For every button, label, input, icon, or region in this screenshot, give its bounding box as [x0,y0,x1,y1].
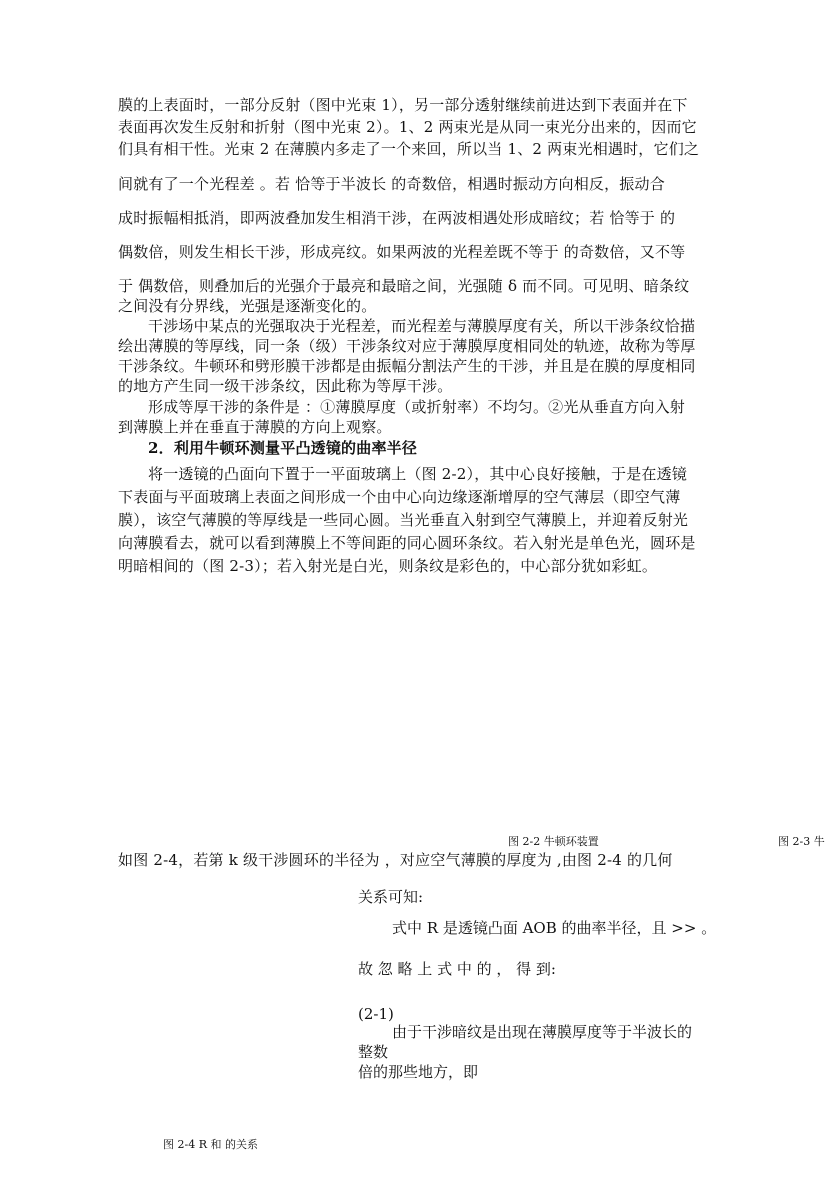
equation-number: (2-1) [358,1005,394,1023]
text-line: 倍的那些地方，即 [358,1063,479,1081]
text-line: 们具有相干性。光束 2 在薄膜内多走了一个来回，所以当 1、2 两束光相遇时，它们之 [118,140,700,158]
text-line: 干涉条纹。牛顿环和劈形膜干涉都是由振幅分割法产生的干涉，并且是在膜的厚度相同 [118,357,696,375]
section-heading: 2．利用牛顿环测量平凸透镜的曲率半径 [148,439,418,457]
text-line: 将一透镜的凸面向下置于一平面玻璃上（图 2-2），其中心良好接触，于是在透镜 [148,465,688,483]
text-line: 表面再次发生反射和折射（图中光束 2）。1、2 两束光是从同一束光分出来的，因而它 [118,118,697,136]
text-line: 由于干涉暗纹是出现在薄膜厚度等于半波长的 [392,1023,693,1041]
text-line: 到薄膜上并在垂直于薄膜的方向上观察。 [118,418,392,436]
text-line: 明暗相间的（图 2-3）；若入射光是白光，则条纹是彩色的，中心部分犹如彩虹。 [118,557,658,575]
text-line: 式中 R 是透镜凸面 AOB 的曲率半径，且 >> 。 [392,919,717,937]
text-line: 偶数倍，则发生相长干涉，形成亮纹。如果两波的光程差既不等于 的奇数倍，又不等 [118,243,686,261]
text-line: 关系可知: [358,888,424,906]
text-line: 干涉场中某点的光强取决于光程差，而光程差与薄膜厚度有关，所以干涉条纹恰描 [148,317,696,335]
text-line: 向薄膜看去，就可以看到薄膜上不等间距的同心圆环条纹。若入射光是单色光，圆环是 [118,534,696,552]
text-line: 间就有了一个光程差 。若 恰等于半波长 的奇数倍，相遇时振动方向相反，振动合 [118,175,665,193]
text-line: 形成等厚干涉的条件是 ：①薄膜厚度（或折射率）不均匀。②光从垂直方向入射 [148,398,685,416]
text-line: 于 偶数倍，则叠加后的光强介于最亮和最暗之间，光强随 δ 而不同。可见明、暗条纹 [118,277,690,295]
text-line: 之间没有分界线，光强是逐渐变化的。 [118,297,377,315]
text-line: 如图 2-4，若第 k 级干涉圆环的半径为 ，对应空气薄膜的厚度为 ,由图 2-4 的几何 [118,851,673,869]
text-line: 膜的上表面时，一部分反射（图中光束 1），另一部分透射继续前进达到下表面并在下 [118,96,688,114]
text-line: 故 忽 略 上 式 中 的 ， 得 到: [358,960,556,978]
text-line: 膜），该空气薄膜的等厚线是一些同心圆。当光垂直入射到空气薄膜上，并迎着反射光 [118,511,689,529]
text-line: 下表面与平面玻璃上表面之间形成一个由中心向边缘逐渐增厚的空气薄层（即空气薄 [118,488,681,506]
figure-caption: 图 2-3 牛 [778,835,825,848]
text-line: 整数 [358,1043,389,1061]
text-line: 绘出薄膜的等厚线，同一条（级）干涉条纹对应于薄膜厚度相同处的轨迹，故称为等厚 [118,337,696,355]
figure-caption: 图 2-4 R 和 的关系 [163,1138,258,1151]
text-line: 的地方产生同一级干涉条纹，因此称为等厚干涉。 [118,377,453,395]
figure-caption: 图 2-2 牛顿环装置 [508,835,599,848]
text-line: 成时振幅相抵消，即两波叠加发生相消干涉，在两波相遇处形成暗纹；若 恰等于 的 [118,209,676,227]
